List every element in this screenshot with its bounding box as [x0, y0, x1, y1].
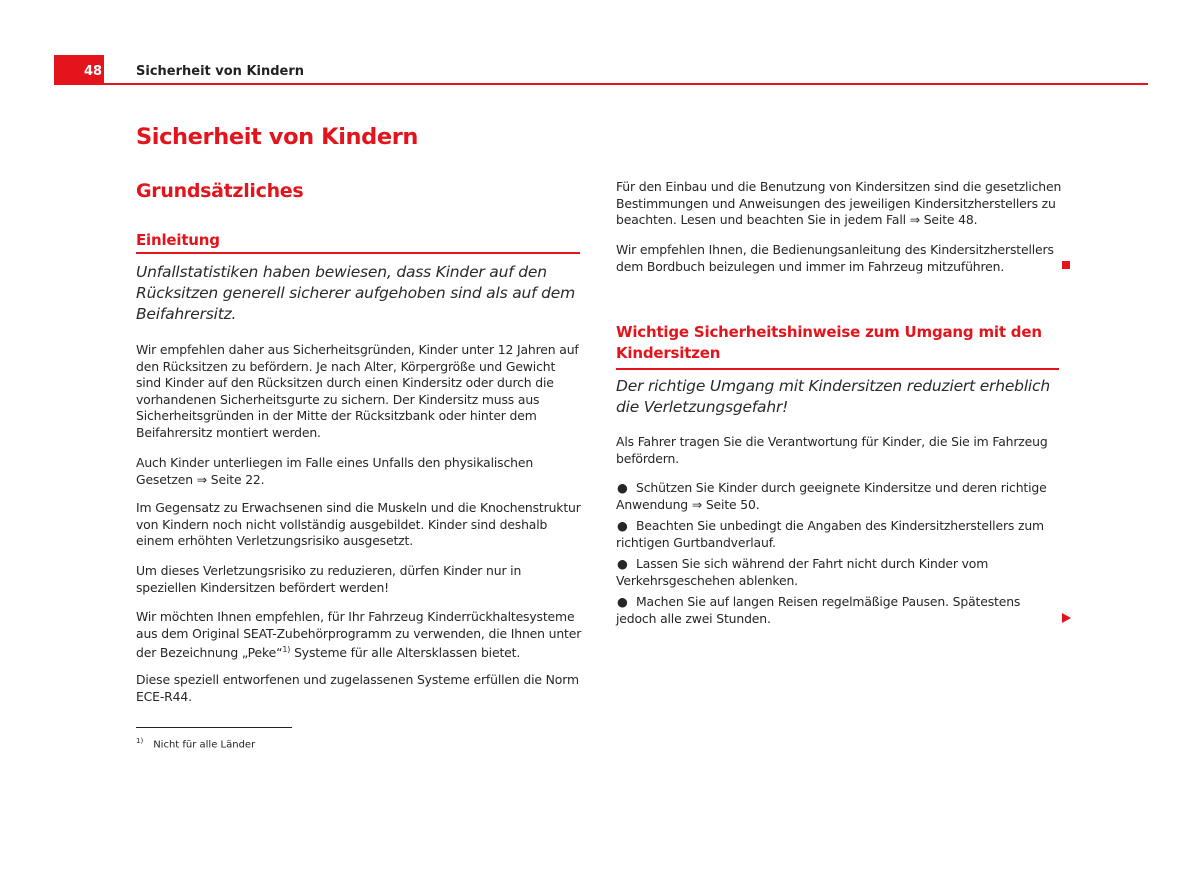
- subsection-title-sicherheitshinweise: Wichtige Sicherheitshinweise zum Umgang mit den Kindersitzen: [616, 322, 1059, 370]
- paragraph-2: Auch Kinder unterliegen im Falle eines Unfalls den physikalischen Gesetzen ⇒ Seite 22.: [136, 455, 534, 487]
- footnote-rule: [136, 727, 292, 728]
- list-item: ● Beachten Sie unbedingt die Angaben des Kindersitzherstellers zum richtigen Gurtbandverlauf.: [616, 518, 1044, 550]
- list-item: ● Schützen Sie Kinder durch geeignete Kindersitze und deren richtige Anwendung ⇒ Seite 50.: [616, 480, 1047, 512]
- subsection-title-einleitung: Einleitung: [136, 231, 580, 254]
- page-number: 48: [54, 55, 104, 85]
- lead-text: Unfallstatistiken haben bewiesen, dass Kinder auf den Rücksitzen generell sicherer aufgehoben sind als auf dem Beifahrersitz.: [136, 263, 575, 323]
- continue-arrow-icon: [1062, 613, 1071, 623]
- paragraph-5-tail: Systeme für alle Altersklassen bietet.: [290, 645, 521, 661]
- right-lead-text: Der richtige Umgang mit Kindersitzen reduziert erheblich die Verletzungsgefahr!: [616, 377, 1050, 416]
- bullet-icon: ●: [617, 480, 628, 495]
- paragraph-5: [136, 609, 582, 662]
- section-end-marker-icon: [1062, 261, 1070, 269]
- paragraph-1: Wir empfehlen daher aus Sicherheitsgründen, Kinder unter 12 Jahren auf den Rücksitzen zu befördern. Je nach Alter, Körpergröße und Gewicht sind Kinder auf den Rücksitzen durch einen Kindersitz oder durch die vorhandenen Sicherheitsgurte zu sichern. Der Kindersitz muss aus Sicherheitsgründen in der Mitte der Rücksitzbank oder hinter dem Beifahrersitz montiert werden.: [136, 342, 579, 440]
- bullet-icon: ●: [617, 556, 628, 571]
- footnote-reference: 1): [282, 645, 291, 654]
- paragraph-5-text: Wir möchten Ihnen empfehlen, für Ihr Fahrzeug Kinderrückhaltesysteme aus dem Original SEAT-Zubehörprogramm zu verwenden, die Ihnen unter der Bezeichnung „Peke“: [136, 609, 582, 661]
- section-title: Grundsätzliches: [136, 180, 304, 202]
- footnote-text: Nicht für alle Länder: [153, 739, 256, 751]
- right-intro: Als Fahrer tragen Sie die Verantwortung für Kinder, die Sie im Fahrzeug befördern.: [616, 434, 1048, 466]
- safety-bullet-list: [616, 480, 1060, 632]
- header-rule: [54, 83, 1148, 85]
- right-paragraph-2: Wir empfehlen Ihnen, die Bedienungsanleitung des Kindersitzherstellers dem Bordbuch beizulegen und immer im Fahrzeug mitzuführen.: [616, 242, 1054, 274]
- bullet-icon: ●: [617, 594, 628, 609]
- paragraph-4: Um dieses Verletzungsrisiko zu reduzieren, dürfen Kinder nur in speziellen Kindersitzen befördert werden!: [136, 563, 522, 595]
- paragraph-3: Im Gegensatz zu Erwachsenen sind die Muskeln und die Knochenstruktur von Kindern noch nicht vollständig ausgebildet. Kinder sind deshalb einem erhöhten Verletzungsrisiko ausgesetzt.: [136, 500, 581, 548]
- chapter-title: Sicherheit von Kindern: [136, 124, 419, 150]
- list-item: ● Lassen Sie sich während der Fahrt nicht durch Kinder vom Verkehrsgeschehen ablenken.: [616, 556, 989, 588]
- paragraph-6: Diese speziell entworfenen und zugelassenen Systeme erfüllen die Norm ECE-R44.: [136, 672, 579, 704]
- footnote: [136, 737, 255, 750]
- right-paragraph-1: Für den Einbau und die Benutzung von Kindersitzen sind die gesetzlichen Bestimmungen und Anweisungen des jeweiligen Kindersitzherstellers zu beachten. Lesen und beachten Sie in jedem Fall ⇒ Seite 48.: [616, 179, 1062, 227]
- footnote-mark: 1): [136, 737, 144, 745]
- bullet-icon: ●: [617, 518, 628, 533]
- running-title: Sicherheit von Kindern: [136, 64, 305, 79]
- list-item: ● Machen Sie auf langen Reisen regelmäßige Pausen. Spätestens jedoch alle zwei Stunden.: [616, 594, 1021, 626]
